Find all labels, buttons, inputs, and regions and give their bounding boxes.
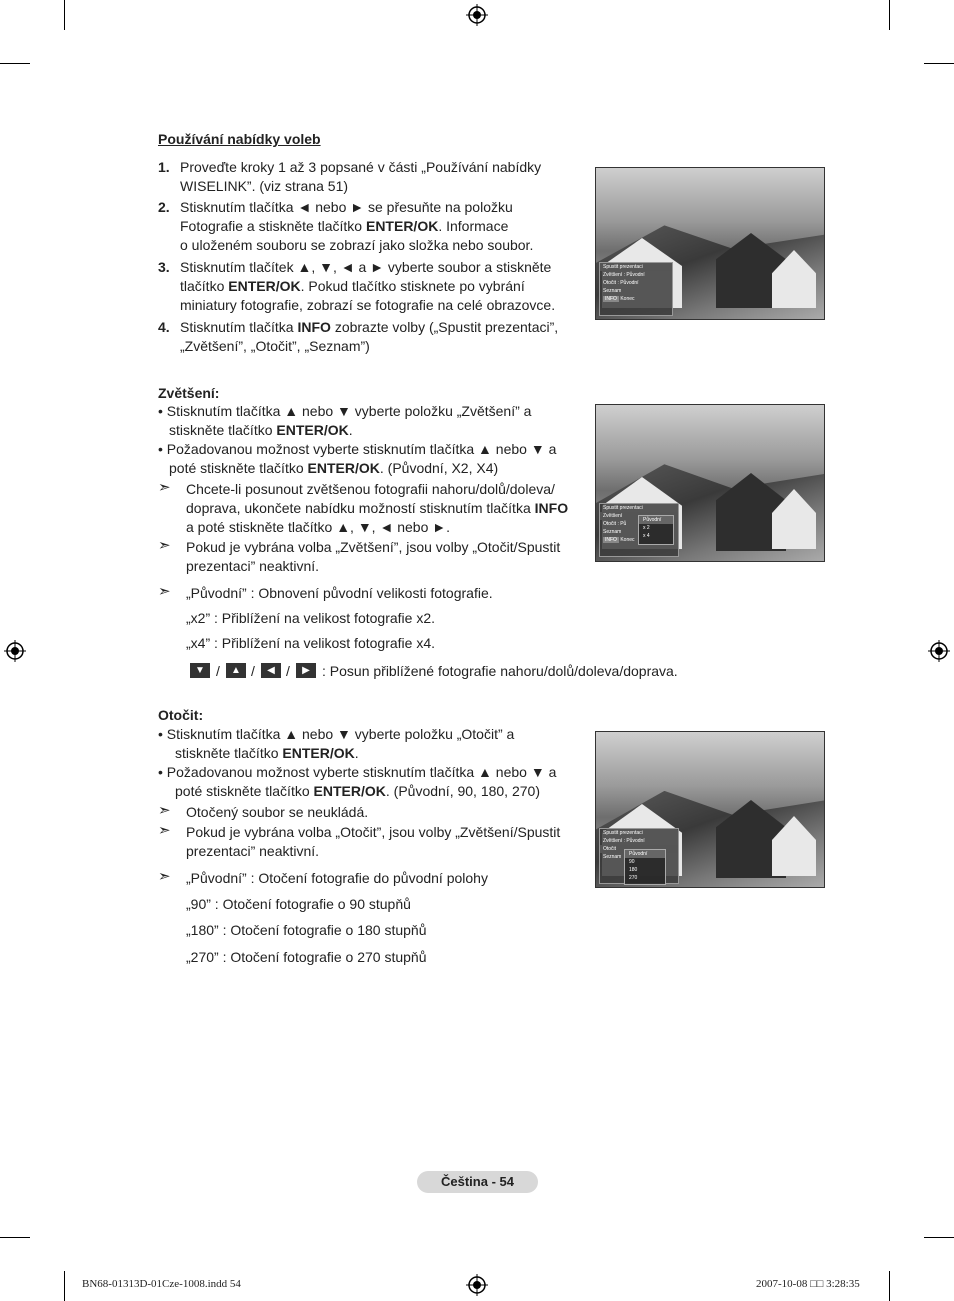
zoom-bullet: • Požadovanou možnost vyberte stisknutím tlačítka ▲ nebo ▼ a: [158, 441, 557, 457]
rotate-note: Pokud je vybrána volba „Otočit”, jsou volby „Zvětšení/Spustit: [186, 824, 561, 840]
zoom-note: prezentaci” neaktivní.: [186, 558, 320, 574]
tv-screenshot-zoom: [595, 404, 825, 562]
tv-screenshot-options: [595, 167, 825, 320]
rotate-original: „Původní” : Otočení fotografie do původní polohy: [186, 870, 488, 886]
zoom-note: a poté stiskněte tlačítko ▲, ▼, ◄ nebo ►.: [186, 519, 450, 535]
crop-mark: [924, 63, 954, 64]
options-menu: Spustit prezentaci Zvětšení Otočit : Pů Seznam INFO Konec: [599, 503, 679, 557]
rotate-90: „90” : Otočení fotografie o 90 stupňů: [186, 896, 411, 912]
rotate-title: Otočit:: [158, 707, 204, 723]
rotate-bullet: • Stisknutím tlačítka ▲ nebo ▼ vyberte položku „Otočit” a: [158, 726, 515, 742]
step-number: 1.: [158, 159, 170, 175]
zoom-note: Chcete-li posunout zvětšenou fotografii nahoru/dolů/doleva/: [186, 481, 555, 497]
date-slug: 2007-10-08 □□ 3:28:35: [756, 1278, 860, 1290]
zoom-bullet: • Stisknutím tlačítka ▲ nebo ▼ vyberte položku „Zvětšení” a: [158, 403, 532, 419]
step-text: Fotografie a stiskněte tlačítko ENTER/OK. Informace: [180, 218, 509, 234]
tv-screenshot-rotate: [595, 731, 825, 888]
zoom-pan: : Posun přiblížené fotografie nahoru/dolů/doleva/doprava.: [322, 663, 678, 679]
registration-mark-icon: [4, 640, 26, 662]
zoom-title: Zvětšení:: [158, 385, 220, 401]
rotate-bullet: • Požadovanou možnost vyberte stisknutím tlačítka ▲ nebo ▼ a: [158, 764, 557, 780]
zoom-note: Pokud je vybrána volba „Zvětšení”, jsou volby „Otočit/Spustit: [186, 539, 561, 555]
separator: /: [251, 663, 255, 679]
file-slug: BN68-01313D-01Cze-1008.indd 54: [82, 1278, 241, 1290]
step-number: 4.: [158, 319, 170, 335]
down-arrow-icon: ▼: [190, 663, 210, 678]
separator: /: [286, 663, 290, 679]
zoom-x4: „x4” : Přiblížení na velikost fotografie x4.: [186, 635, 435, 651]
rotate-note: Otočený soubor se neukládá.: [186, 804, 369, 820]
registration-mark-icon: [466, 4, 488, 26]
right-arrow-icon: ▶: [296, 663, 316, 678]
crop-mark: [0, 1237, 30, 1238]
rotate-bullet: stiskněte tlačítko ENTER/OK.: [175, 745, 359, 761]
rotate-180: „180” : Otočení fotografie o 180 stupňů: [186, 922, 427, 938]
info-button-icon: INFO: [605, 296, 617, 302]
zoom-original: „Původní” : Obnovení původní velikosti fotografie.: [186, 585, 493, 601]
step-text: Stisknutím tlačítka INFO zobrazte volby („Spustit prezentaci”,: [180, 319, 559, 335]
crop-mark: [0, 63, 30, 64]
step-text: WISELINK”. (viz strana 51): [180, 178, 349, 194]
zoom-x2: „x2” : Přiblížení na velikost fotografie x2.: [186, 610, 435, 626]
rotate-note: prezentaci” neaktivní.: [186, 843, 320, 859]
crop-mark: [889, 1271, 890, 1301]
crop-mark: [64, 1271, 65, 1301]
zoom-note: doprava, ukončete nabídku možností stisknutím tlačítka INFO: [186, 500, 569, 516]
info-button-icon: INFO: [605, 537, 617, 543]
note-arrow-icon: ➣: [158, 802, 171, 819]
rotate-270: „270” : Otočení fotografie o 270 stupňů: [186, 949, 427, 965]
crop-mark: [924, 1237, 954, 1238]
step-number: 3.: [158, 259, 170, 275]
zoom-submenu: Původní x 2 x 4: [638, 515, 674, 545]
registration-mark-icon: [466, 1274, 488, 1296]
step-text: „Zvětšení”, „Otočit”, „Seznam”): [180, 338, 370, 354]
step-text: Proveďte kroky 1 až 3 popsané v části „Používání nabídky: [180, 159, 542, 175]
registration-mark-icon: [928, 640, 950, 662]
note-arrow-icon: ➣: [158, 583, 171, 600]
crop-mark: [889, 0, 890, 30]
note-arrow-icon: ➣: [158, 479, 171, 496]
rotate-submenu: Původní 90 180 270: [624, 849, 666, 885]
page-number: Čeština - 54: [417, 1171, 538, 1193]
step-text: tlačítko ENTER/OK. Pokud tlačítko stisknete po vybrání: [180, 278, 525, 294]
options-menu: Spustit prezentaci Zvětšení : Původní Otočit : Původní Seznam INFO Konec: [599, 262, 673, 316]
note-arrow-icon: ➣: [158, 537, 171, 554]
step-number: 2.: [158, 199, 170, 215]
crop-mark: [64, 0, 65, 30]
zoom-bullet: stiskněte tlačítko ENTER/OK.: [169, 422, 353, 438]
step-text: Stisknutím tlačítek ▲, ▼, ◄ a ► vyberte soubor a stiskněte: [180, 259, 552, 275]
step-text: miniatury fotografie, zobrazí se fotografie na celé obrazovce.: [180, 297, 556, 313]
up-arrow-icon: ▲: [226, 663, 246, 678]
rotate-bullet: poté stiskněte tlačítko ENTER/OK. (Původní, 90, 180, 270): [175, 783, 540, 799]
separator: /: [216, 663, 220, 679]
note-arrow-icon: ➣: [158, 868, 171, 885]
options-menu: Spustit prezentaci Zvětšení : Původní Otočit Seznam: [599, 828, 679, 884]
left-arrow-icon: ◀: [261, 663, 281, 678]
zoom-bullet: poté stiskněte tlačítko ENTER/OK. (Původní, X2, X4): [169, 460, 499, 476]
step-text: o uloženém souboru se zobrazí jako složka nebo soubor.: [180, 237, 534, 253]
note-arrow-icon: ➣: [158, 822, 171, 839]
step-text: Stisknutím tlačítka ◄ nebo ► se přesuňte na položku: [180, 199, 513, 215]
section-title: Používání nabídky voleb: [158, 131, 321, 147]
